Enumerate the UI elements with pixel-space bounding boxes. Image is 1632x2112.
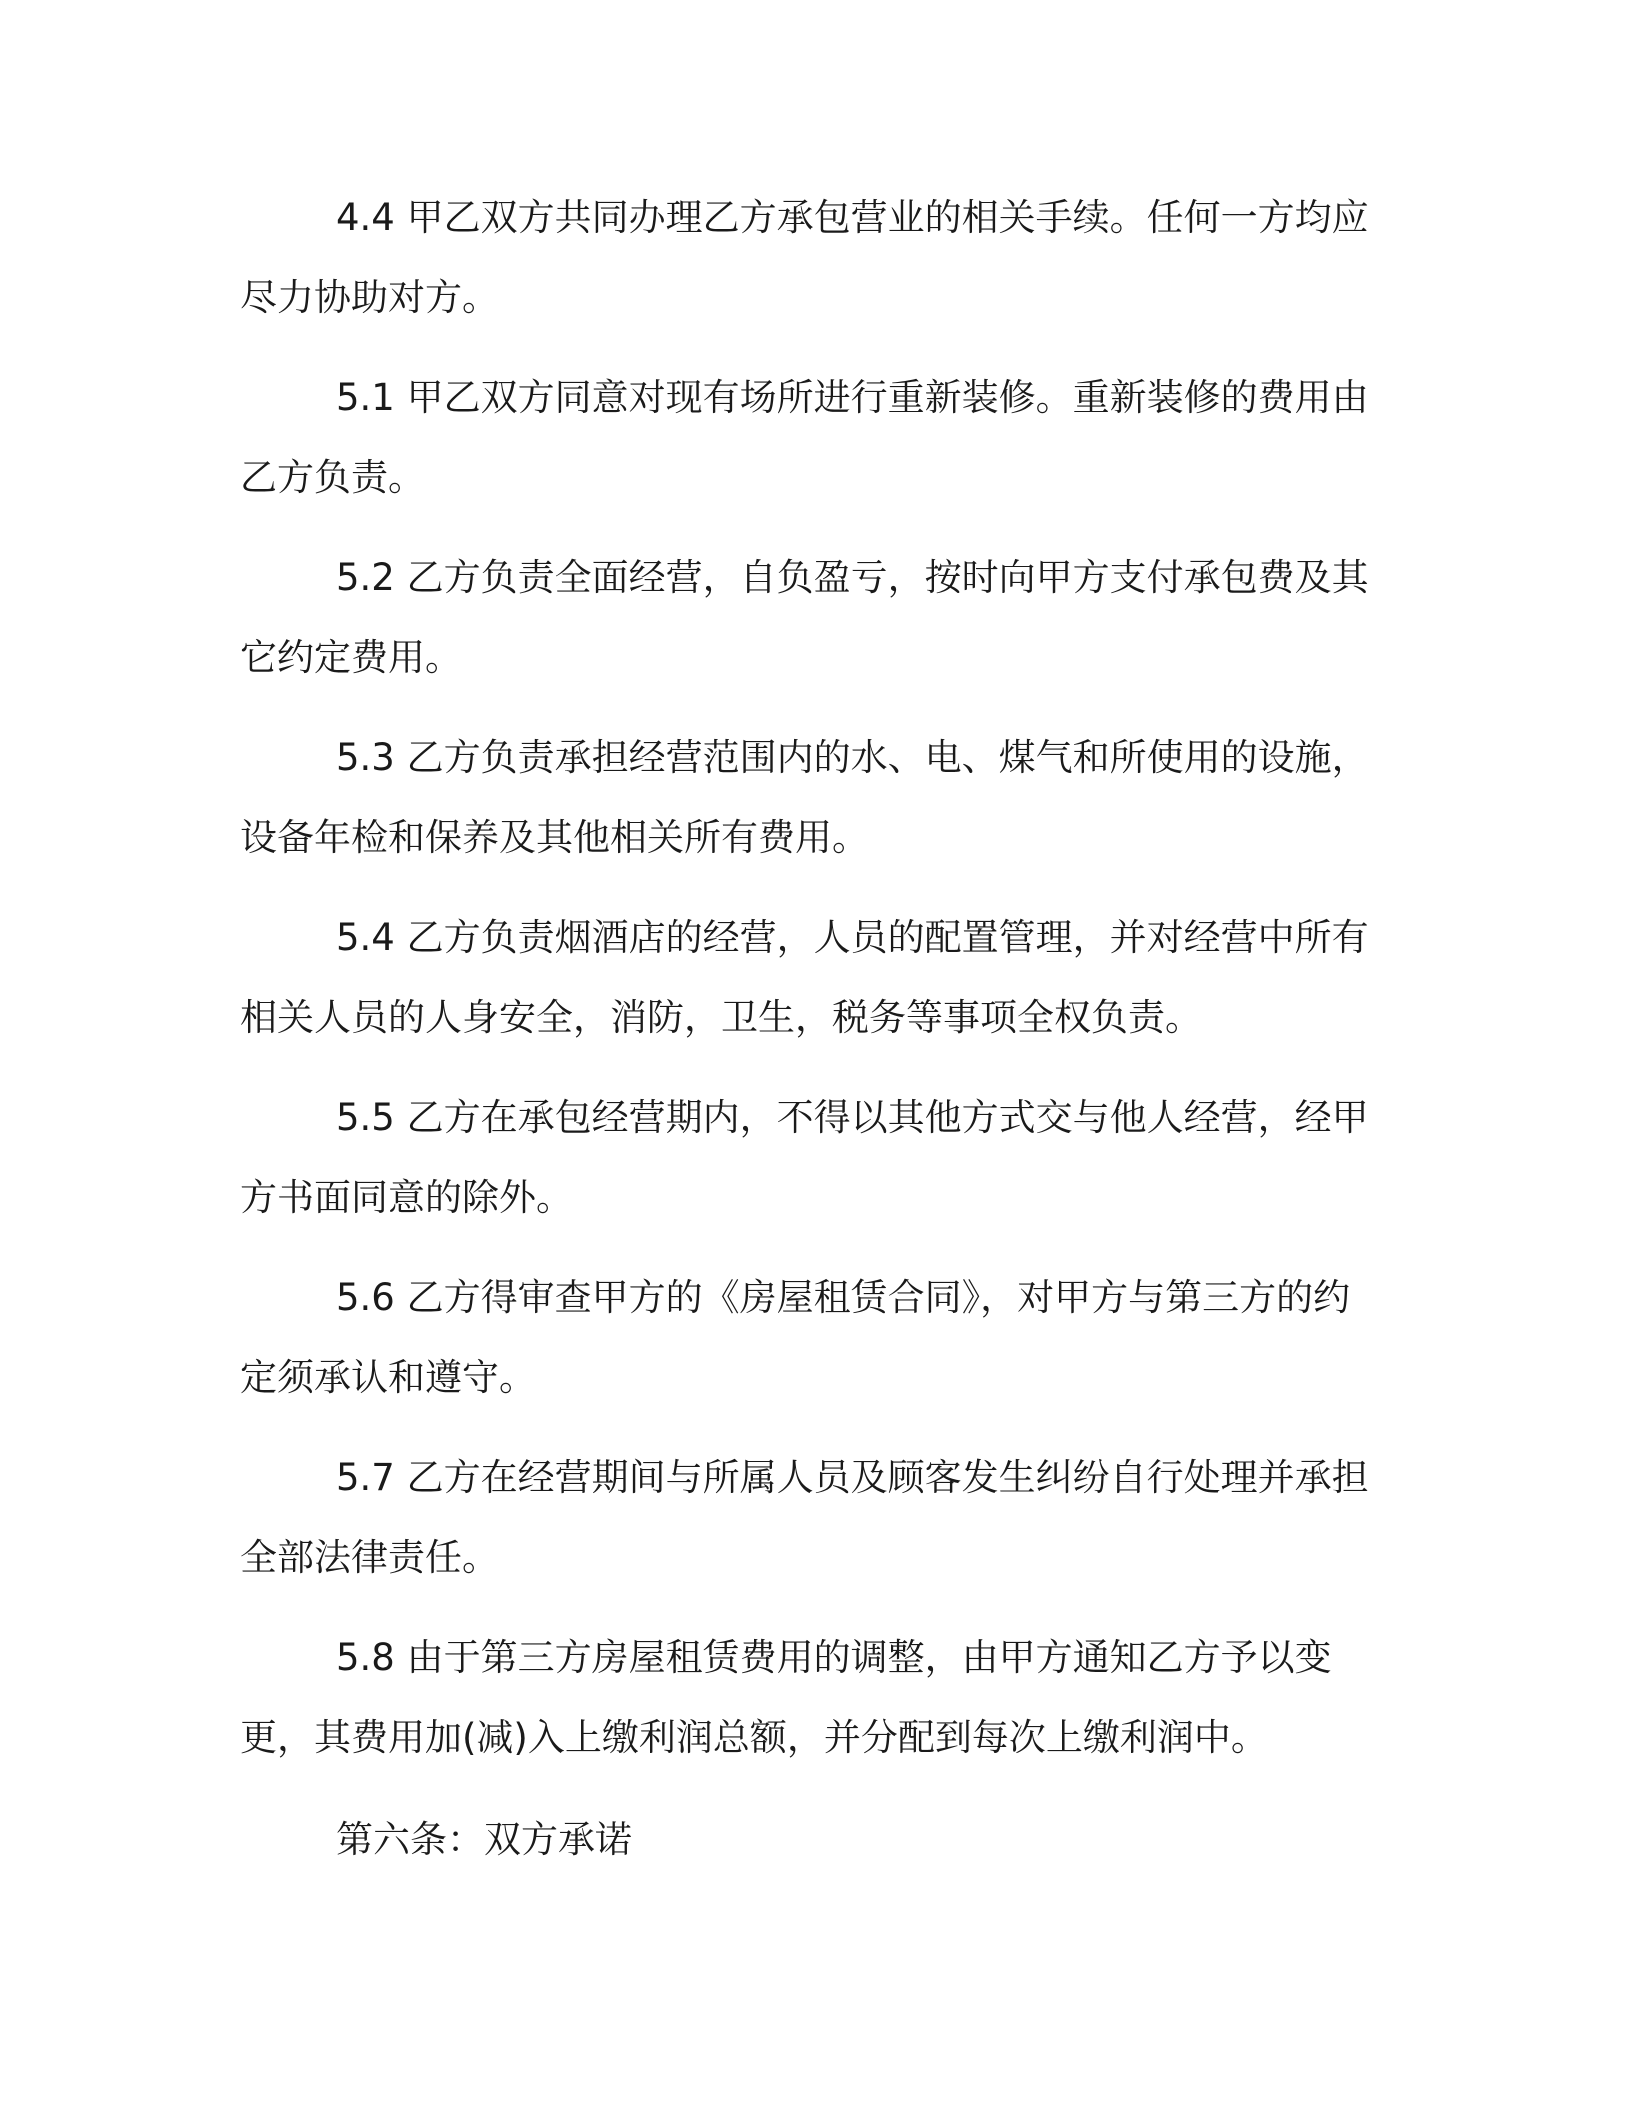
clause-5-5: 5.5 乙方在承包经营期内，不得以其他方式交与他人经营，经甲方书面同意的除外。: [240, 1096, 1369, 1219]
section-heading: 第六条：双方承诺: [336, 1818, 632, 1861]
clause-5-2: 5.2 乙方负责全面经营，自负盈亏，按时向甲方支付承包费及其它约定费用。: [240, 556, 1369, 679]
clause-4-4: 4.4 甲乙双方共同办理乙方承包营业的相关手续。任何一方均应尽力协助对方。: [240, 196, 1369, 319]
clause-5-3: 5.3 乙方负责承担经营范围内的水、电、煤气和所使用的设施，设备年检和保养及其他相关所有费用。: [240, 736, 1369, 859]
clause-5-8: 5.8 由于第三方房屋租赁费用的调整，由甲方通知乙方予以变更，其费用加(减)入上缴利润总额，并分配到每次上缴利润中。: [240, 1636, 1332, 1759]
clause-5-1: 5.1 甲乙双方同意对现有场所进行重新装修。重新装修的费用由乙方负责。: [240, 376, 1369, 499]
clause-5-7: 5.7 乙方在经营期间与所属人员及顾客发生纠纷自行处理并承担全部法律责任。: [240, 1456, 1369, 1579]
clause-5-6: 5.6 乙方得审查甲方的《房屋租赁合同》，对甲方与第三方的约定须承认和遵守。: [240, 1276, 1351, 1399]
clause-5-4: 5.4 乙方负责烟酒店的经营，人员的配置管理，并对经营中所有相关人员的人身安全，消防，卫生，税务等事项全权负责。: [240, 916, 1369, 1039]
